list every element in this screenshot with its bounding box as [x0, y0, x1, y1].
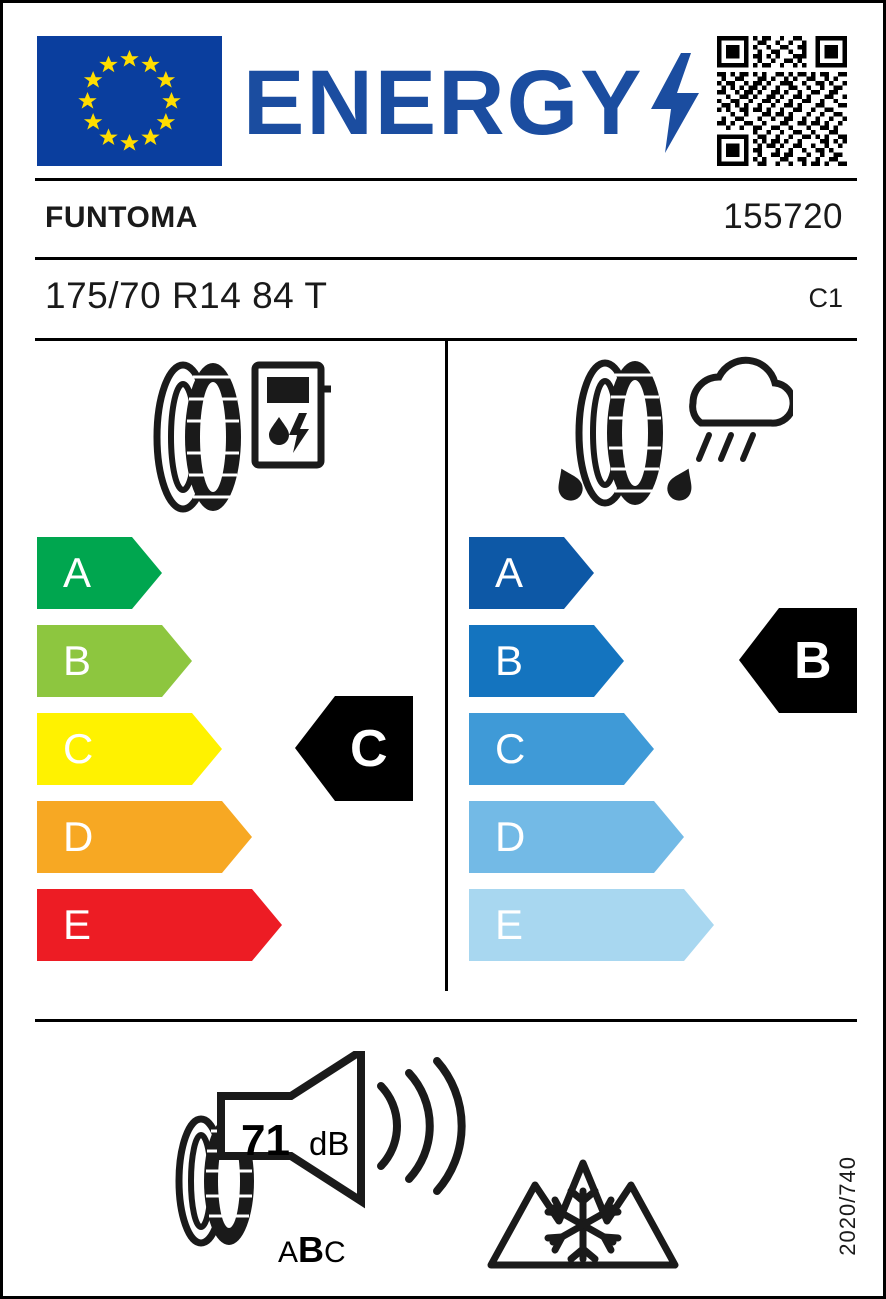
divider-vertical: [445, 339, 448, 991]
qr-code-icon: [717, 36, 847, 166]
fuel-grade-c: [37, 713, 222, 785]
noise-unit: dB: [309, 1125, 350, 1162]
vehicle-class: C1: [808, 283, 843, 313]
fuel-selected-letter: C: [350, 719, 388, 778]
tyre-rain-cloud-icon: [533, 355, 793, 525]
eu-flag-stars: [37, 36, 222, 166]
fuel-grade-d: [37, 801, 252, 873]
wet-selected-letter: B: [794, 631, 832, 690]
wet-grade-e-letter: E: [495, 901, 524, 948]
wet-grade-b-letter: B: [495, 637, 524, 684]
wet-grade-a: [469, 537, 594, 609]
fuel-grade-c-letter: C: [63, 725, 94, 772]
wet-grade-e: [469, 889, 714, 961]
divider-brand: [35, 257, 857, 260]
noise-class-a: A: [278, 1236, 299, 1269]
tyre-size: 175/70 R14 84 T: [45, 275, 328, 316]
fuel-grade-a-letter: A: [63, 549, 92, 596]
regulation-reference: 2020/740: [835, 1156, 860, 1256]
noise-value: 71: [241, 1116, 290, 1165]
fuel-grade-a: [37, 537, 162, 609]
wet-grade-a-letter: A: [495, 549, 524, 596]
brand-name: FUNTOMA: [45, 201, 198, 234]
wet-grade-b: [469, 625, 624, 697]
label-header: [3, 3, 883, 178]
energy-title: ENERGY: [243, 52, 644, 154]
fuel-selected-marker: [295, 696, 413, 801]
model-code: 155720: [723, 197, 843, 236]
wet-grade-d: [469, 801, 684, 873]
fuel-grade-b-letter: B: [63, 637, 92, 684]
divider-header: [35, 178, 857, 181]
noise-class-b: B: [298, 1229, 325, 1270]
fuel-grade-e-letter: E: [63, 901, 92, 948]
fuel-grade-b: [37, 625, 192, 697]
wet-selected-marker: [739, 608, 857, 713]
fuel-grade-d-letter: D: [63, 813, 94, 860]
three-peak-mountain-snowflake-icon: [483, 1093, 683, 1278]
noise-class-scale: [278, 1229, 346, 1271]
eu-flag-icon: [37, 36, 222, 166]
fuel-grade-e: [37, 889, 282, 961]
wet-grade-d-letter: D: [495, 813, 526, 860]
wet-grade-c: [469, 713, 654, 785]
noise-class-c: C: [324, 1236, 346, 1269]
tyre-fuel-pump-icon: [121, 355, 331, 525]
wet-grade-c-letter: C: [495, 725, 526, 772]
energy-bolt-icon: [651, 53, 699, 153]
divider-bottom: [35, 1019, 857, 1022]
